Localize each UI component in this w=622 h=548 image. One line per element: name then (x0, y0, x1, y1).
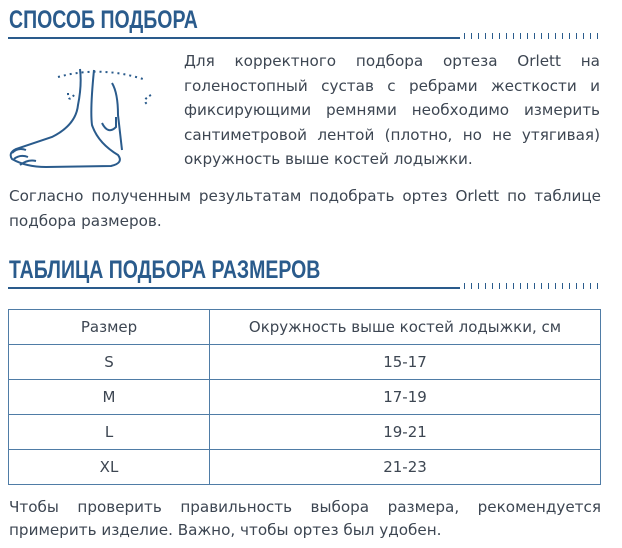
table-row (9, 450, 601, 485)
table-header-row (9, 310, 601, 345)
header-size: Размер (9, 310, 210, 345)
range-cell: 15-17 (210, 345, 601, 380)
size-table (8, 309, 601, 485)
table-row (9, 345, 601, 380)
section-title-size-table: ТАБЛИЦА ПОДБОРА РАЗМЕРОВ (9, 256, 321, 284)
size-cell: L (9, 415, 210, 450)
divider (8, 287, 460, 289)
divider (8, 37, 460, 39)
method-paragraph: Для корректного подбора ортеза Orlett на голеностопный сустав с ребрами жесткости и фиксирующими ремнями необходимо измерить сантиметровой лентой (плотно, но не утягивая) окружность выше костей лодыжки. (184, 52, 600, 168)
divider-ticks (464, 283, 602, 289)
instruction-paragraph: Согласно полученным результатам подобрать ортез Orlett по таблице подбора размеров. (9, 187, 601, 230)
table-row (9, 380, 601, 415)
range-cell: 19-21 (210, 415, 601, 450)
range-cell: 17-19 (210, 380, 601, 415)
divider-ticks (464, 33, 602, 39)
header-circumference: Окружность выше костей лодыжки, см (210, 310, 601, 345)
note-paragraph: Чтобы проверить правильность выбора размера, рекомендуется примерить изделие. Важно, чтобы ортез был удобен. (9, 498, 601, 539)
table-row (9, 415, 601, 450)
size-cell: XL (9, 450, 210, 485)
section-title-method: СПОСОБ ПОДБОРА (9, 6, 198, 34)
size-cell: S (9, 345, 210, 380)
range-cell: 21-23 (210, 450, 601, 485)
size-cell: M (9, 380, 210, 415)
foot-measuring-icon (6, 55, 176, 180)
